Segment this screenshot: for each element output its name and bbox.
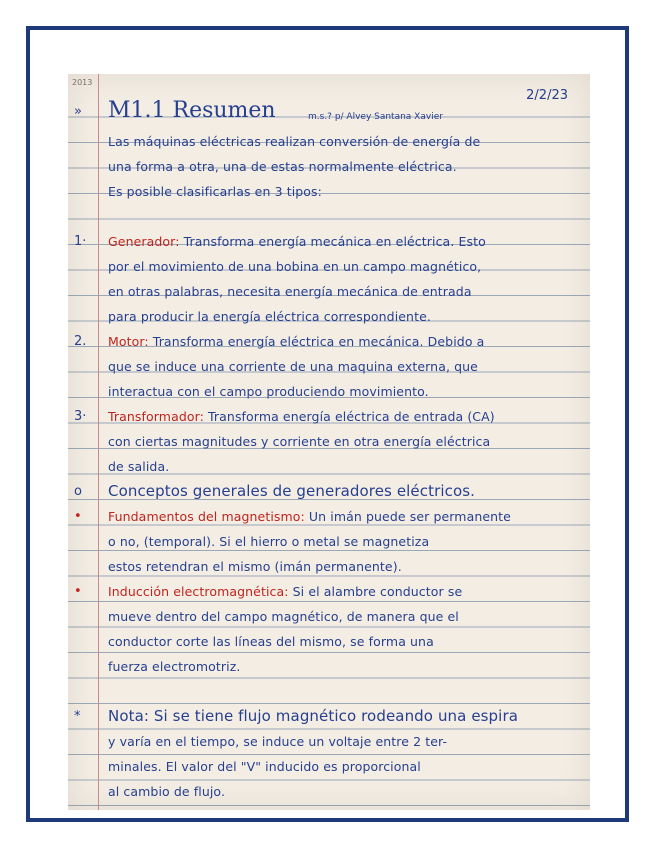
line-text: Es posible clasificarlas en 3 tipos: (108, 184, 322, 199)
line-text: Un imán puede ser permanente (304, 509, 511, 524)
note-line (108, 234, 572, 249)
note-line (108, 584, 572, 599)
line-text: al cambio de flujo. (108, 784, 226, 799)
term-label: Generador: (108, 234, 180, 249)
term-label: Fundamentos del magnetismo: (108, 509, 305, 524)
note-line (108, 707, 572, 725)
line-text: de salida. (108, 459, 170, 474)
note-line (108, 659, 572, 674)
line-text: mueve dentro del campo magnético, de manera que el (108, 609, 459, 624)
title-bullet: » (74, 104, 82, 119)
line-text: Transforma energía mecánica en eléctrica. Esto (179, 234, 486, 249)
line-marker: o (74, 484, 82, 499)
author-note: m.s.? p/ Alvey Santana Xavier (308, 112, 443, 122)
line-marker: 3· (74, 409, 87, 424)
note-line (108, 134, 572, 149)
line-text: una forma a otra, una de estas normalmente eléctrica. (108, 159, 457, 174)
line-text: Si el alambre conductor se (288, 584, 463, 599)
line-text: que se induce una corriente de una maquina externa, que (108, 359, 478, 374)
line-marker: 1· (74, 234, 87, 249)
term-label: Inducción electromagnética: (108, 584, 289, 599)
line-text: y varía en el tiempo, se induce un voltaje entre 2 ter- (108, 734, 448, 749)
line-text: por el movimiento de una bobina en un campo magnético, (108, 259, 482, 274)
note-line (108, 609, 572, 624)
note-line (108, 434, 572, 449)
note-line (108, 334, 572, 349)
note-line (108, 784, 572, 799)
line-text: Conceptos generales de generadores eléctricos. (108, 482, 476, 500)
note-line (108, 284, 572, 299)
line-marker: 2. (74, 334, 87, 349)
note-line (108, 509, 572, 524)
note-line (108, 409, 572, 424)
line-text: estos retendran el mismo (imán permanente). (108, 559, 402, 574)
note-line (108, 359, 572, 374)
note-line (108, 459, 572, 474)
term-label: Transformador: (108, 409, 204, 424)
note-line (108, 534, 572, 549)
line-text: o no, (temporal). Si el hierro o metal se magnetiza (108, 534, 430, 549)
margin-line (98, 74, 99, 810)
line-text: Las máquinas eléctricas realizan conversión de energía de (108, 134, 481, 149)
line-text: con ciertas magnitudes y corriente en otra energía eléctrica (108, 434, 491, 449)
note-line (108, 634, 572, 649)
note-line (108, 184, 572, 199)
term-label: Motor: (108, 334, 149, 349)
note-line (108, 559, 572, 574)
line-text: en otras palabras, necesita energía mecánica de entrada (108, 284, 472, 299)
line-text: fuerza electromotriz. (108, 659, 241, 674)
note-line (108, 159, 572, 174)
line-marker: * (74, 709, 81, 724)
note-line (108, 482, 572, 500)
line-text: Transforma energía eléctrica de entrada (CA) (203, 409, 495, 424)
line-text: minales. El valor del "V" inducido es proporcional (108, 759, 421, 774)
note-line (108, 309, 572, 324)
line-text: conductor corte las líneas del mismo, se forma una (108, 634, 434, 649)
page-title: M1.1 Resumen (108, 98, 276, 123)
note-line (108, 259, 572, 274)
notebook-page (68, 74, 590, 810)
line-text: Nota: Si se tiene flujo magnético rodeando una espira (108, 707, 519, 725)
note-line (108, 734, 572, 749)
line-text: Transforma energía eléctrica en mecánica. Debido a (148, 334, 485, 349)
line-text: para producir la energía eléctrica correspondiente. (108, 309, 431, 324)
corner-mark: 2013 (72, 78, 93, 87)
note-line (108, 759, 572, 774)
line-text: interactua con el campo produciendo movimiento. (108, 384, 429, 399)
note-date: 2/2/23 (526, 88, 568, 103)
line-marker: • (74, 584, 82, 599)
note-line (108, 384, 572, 399)
line-marker: • (74, 509, 82, 524)
